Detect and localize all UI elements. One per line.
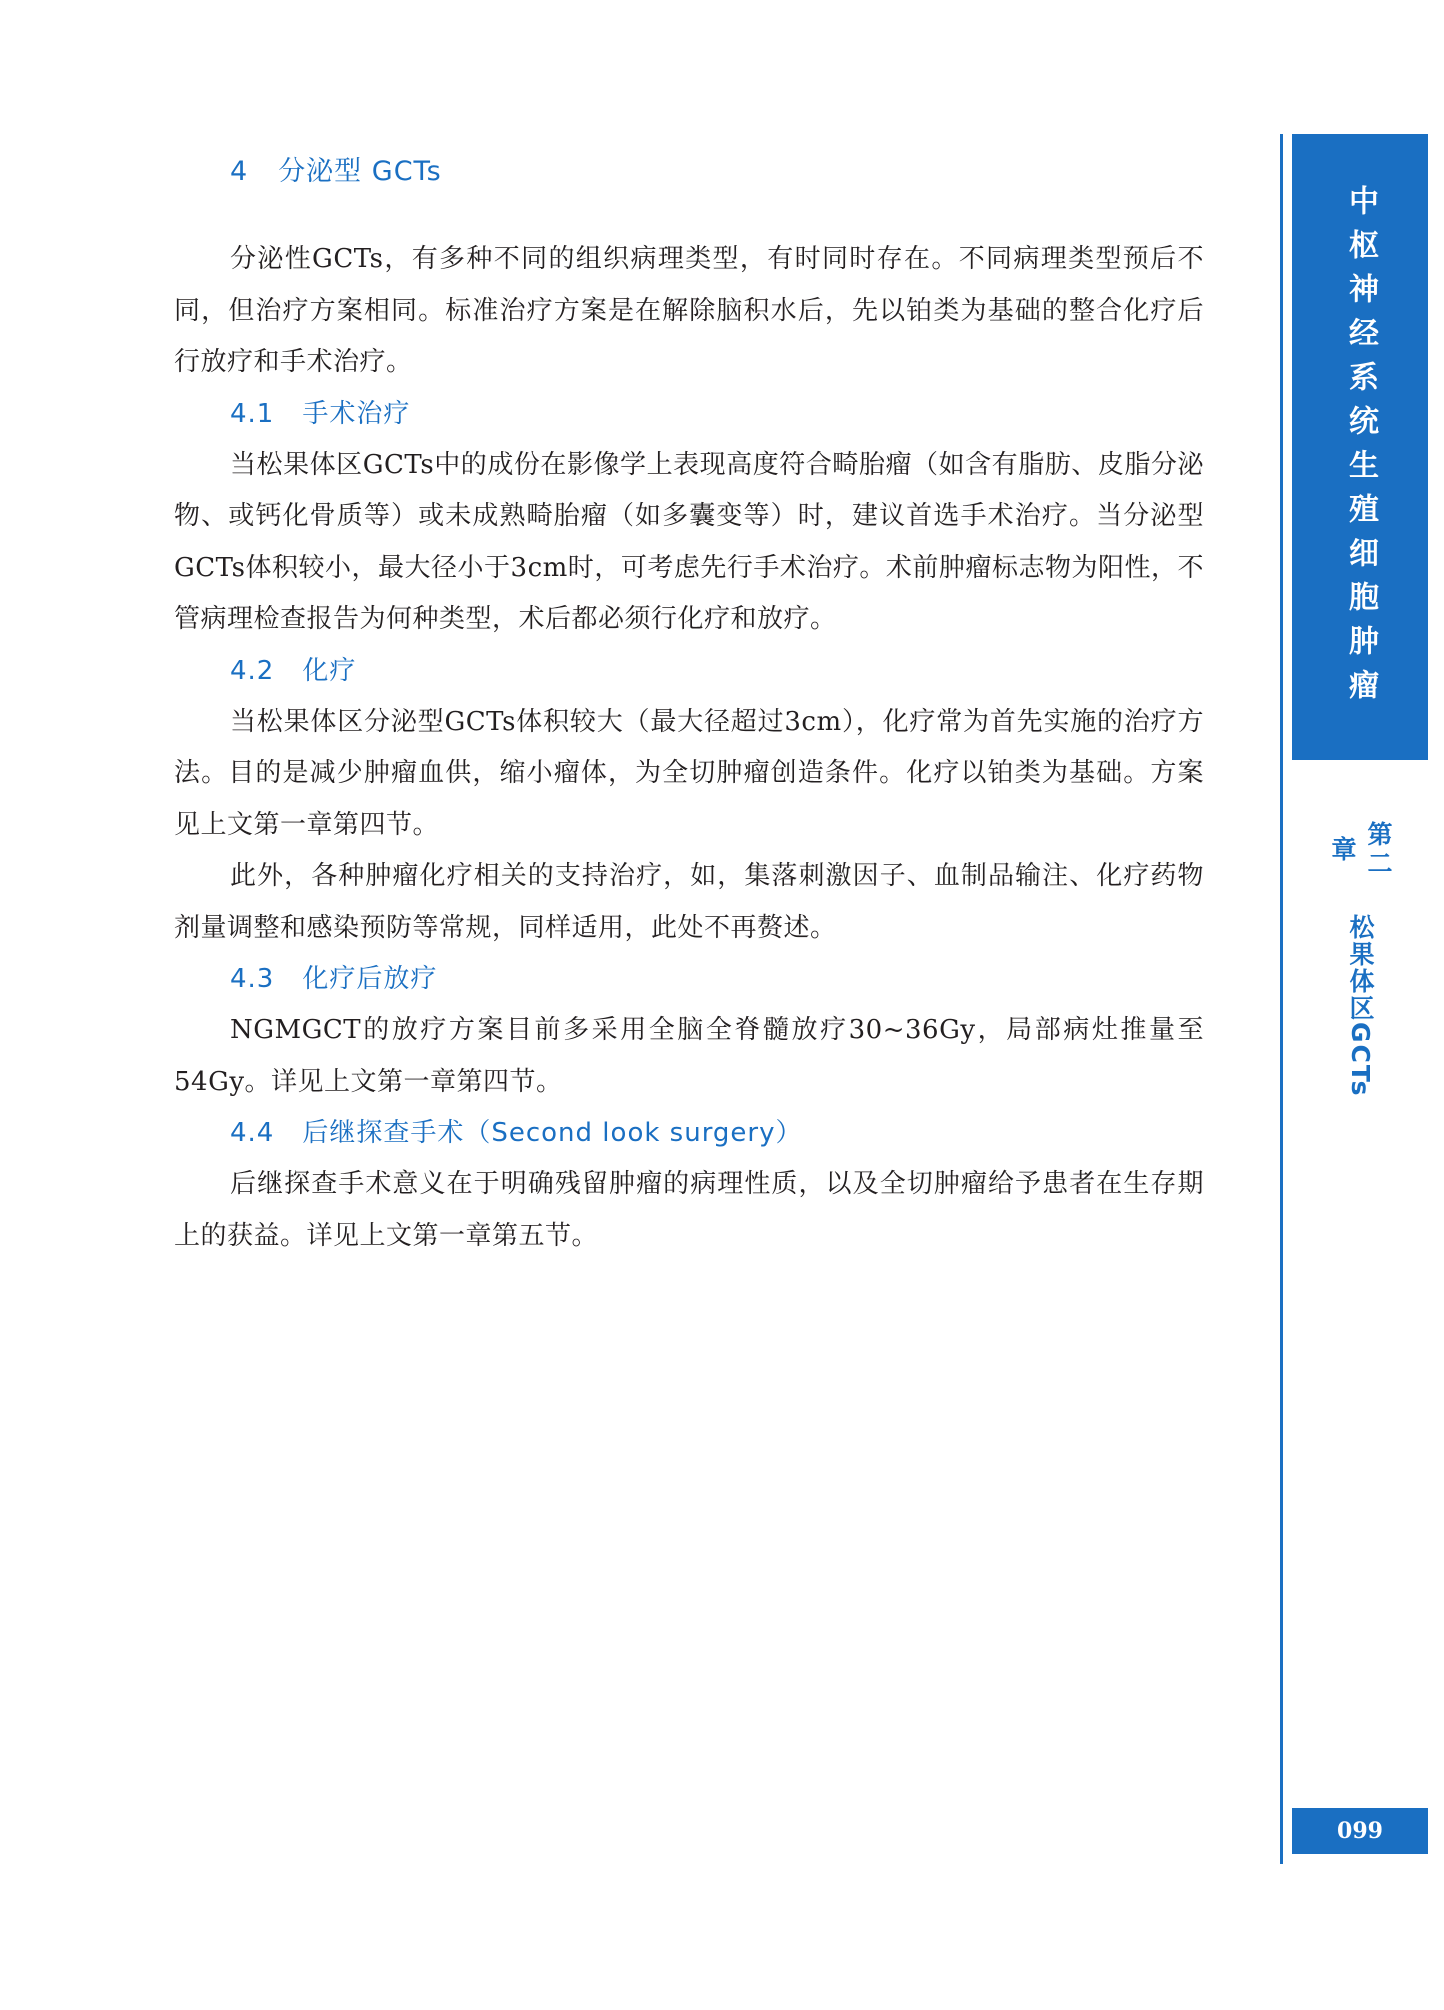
subsection-title: 化疗后放疗 xyxy=(302,964,438,994)
subsection-title: 化疗 xyxy=(302,655,357,686)
subsection-number: 4.3 xyxy=(230,964,275,994)
subsection-heading-4-3 xyxy=(230,954,1204,1005)
subsection-heading-4-1 xyxy=(230,389,1204,440)
subsection-heading-4-2 xyxy=(230,646,1204,697)
subsection-number: 4.1 xyxy=(230,398,275,429)
section-intro: 分泌性GCTs，有多种不同的组织病理类型，有时同时存在。不同病理类型预后不同，但治疗方案相同。标准治疗方案是在解除脑积水后，先以铂类为基础的整合化疗后行放疗和手术治疗。 xyxy=(174,244,1204,377)
book-title: 中枢神经系统生殖细胞肿瘤 xyxy=(1343,185,1378,713)
paragraph: 后继探查手术意义在于明确残留肿瘤的病理性质，以及全切肿瘤给予患者在生存期上的获益。详见上文第一章第五节。 xyxy=(174,1169,1204,1251)
section-heading xyxy=(230,150,1204,194)
paragraph: 此外，各种肿瘤化疗相关的支持治疗，如，集落刺激因子、血制品输注、化疗药物剂量调整和感染预防等常规，同样适用，此处不再赘述。 xyxy=(174,861,1204,943)
margin-rule xyxy=(1280,134,1283,1864)
chapter-marker xyxy=(1292,810,1428,1097)
book-title-tab xyxy=(1292,134,1428,760)
paragraph: 当松果体区GCTs中的成份在影像学上表现高度符合畸胎瘤（如含有脂肪、皮脂分泌物、或钙化骨质等）或未成熟畸胎瘤（如多囊变等）时，建议首选手术治疗。当分泌型GCTs体积较小，最大径小于3cm时，可考虑先行手术治疗。术前肿瘤标志物为阳性，不管病理检查报告为何种类型，术后都必须行化疗和放疗。 xyxy=(174,449,1204,634)
paragraph: NGMGCT的放疗方案目前多采用全脑全脊髓放疗30~36Gy，局部病灶推量至54Gy。详见上文第一章第四节。 xyxy=(174,1015,1204,1097)
paragraph: 当松果体区分泌型GCTs体积较大（最大径超过3cm），化疗常为首先实施的治疗方法。目的是减少肿瘤血供，缩小瘤体，为全切肿瘤创造条件。化疗以铂类为基础。方案见上文第一章第四节。 xyxy=(174,706,1204,840)
page-number: 099 xyxy=(1292,1808,1428,1854)
subsection-title: 后继探查手术（Second look surgery） xyxy=(302,1118,803,1148)
subsection-number: 4.4 xyxy=(230,1118,275,1148)
subsection-number: 4.2 xyxy=(230,655,275,686)
subsection-heading-4-4 xyxy=(230,1108,1204,1159)
subsection-title: 手术治疗 xyxy=(302,398,411,429)
section-number: 4 xyxy=(230,156,249,187)
chapter-title: 松果体区GCTs xyxy=(1346,914,1375,1098)
section-title: 分泌型 GCTs xyxy=(278,156,442,187)
page-content xyxy=(174,150,1204,1262)
chapter-label: 第二章 xyxy=(1328,821,1393,879)
